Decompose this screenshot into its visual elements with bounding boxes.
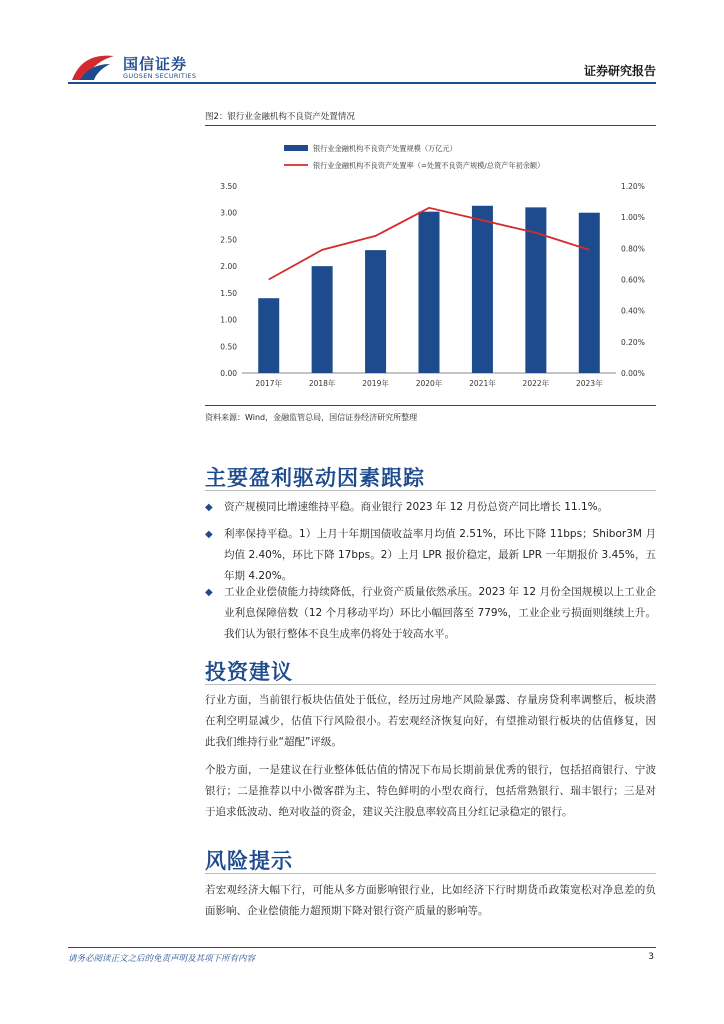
y-left-tick-label: 3.50: [220, 182, 237, 191]
legend-label: 银行业金融机构不良资产处置率（=处置不良资产规模/总资产年初余额）: [313, 161, 545, 170]
section-divider: [205, 490, 656, 491]
bullet-text: 利率保持平稳。1）上月十年期国债收益率月均值 2.51%，环比下降 11bps；Shibor3M 月均值 2.40%，环比下降 17bps。2）上月 LPR 报价稳定，最新 LPR 一年期报价 3.45%，五年期 4.20%。: [224, 528, 656, 582]
bar-npl-disposal-scale: [365, 250, 386, 373]
paragraph: 若宏观经济大幅下行，可能从多方面影响银行业，比如经济下行时期货币政策宽松对净息差的负面影响、企业偿债能力超预期下降对银行资产质量的影响等。: [205, 884, 656, 917]
diamond-bullet-icon: ◆: [205, 587, 213, 598]
legend-label: 银行业金融机构不良资产处置规模（万亿元）: [313, 144, 457, 153]
logo-text-cn: 国信证券: [123, 55, 188, 73]
figure-bottom-rule: [205, 405, 656, 406]
diamond-bullet-icon: ◆: [205, 529, 213, 540]
paragraph: 个股方面，一是建议在行业整体低估值的情况下布局长期前景优秀的银行，包括招商银行、宁波银行；二是推荐以中小微客群为主、特色鲜明的小型农商行，包括常熟银行、瑞丰银行；三是对于追求低波动、绝对收益的资金，建议关注股息率较高且分红记录稳定的银行。: [205, 764, 656, 818]
paragraph: 行业方面，当前银行板块估值处于低位，经历过房地产风险暴露、存量房贷利率调整后，板块潜在利空明显减少，估值下行风险很小。若宏观经济恢复向好，有望推动银行板块的估值修复，因此我们维持行业“超配”评级。: [205, 694, 656, 748]
y-left-tick-label: 2.00: [220, 262, 237, 272]
x-tick-label: 2019年: [362, 379, 389, 388]
npl-disposal-chart: [205, 128, 656, 403]
y-left-tick-label: 0.50: [220, 342, 237, 352]
x-tick-label: 2023年: [575, 379, 603, 388]
bullet-item: [205, 524, 656, 587]
disclaimer-note: 请务必阅读正文之后的免责声明及其项下所有内容: [68, 954, 256, 964]
y-right-tick-label: 0.00%: [621, 369, 645, 378]
figure-top-rule: [205, 125, 656, 126]
header-divider: [68, 82, 656, 84]
logo-text-en: GUOSEN SECURITIES: [123, 72, 197, 80]
y-left-tick-label: 0.00: [220, 369, 237, 378]
guosen-logo-icon: [70, 52, 118, 84]
bullet-text: 工业企业偿债能力持续降低，行业资产质量依然承压。2023 年 12 月份全国规模以上工业企业利息保障倍数（12 个月移动平均）环比小幅回落至 779%，工业企业亏损面则继续上升。我们认为银行整体不良生成率仍将处于较高水平。: [224, 586, 656, 640]
y-right-tick-label: 0.80%: [621, 244, 645, 254]
section-divider: [205, 684, 656, 685]
section-title-profit-drivers: 主要盈利驱动因素跟踪: [205, 466, 425, 490]
section-divider: [205, 873, 656, 874]
section-title-risk-warning: 风险提示: [205, 849, 293, 873]
bar-npl-disposal-scale: [258, 298, 279, 373]
y-right-tick-label: 1.20%: [621, 182, 645, 191]
y-right-tick-label: 0.60%: [621, 275, 645, 285]
y-left-tick-label: 1.00: [220, 315, 237, 325]
report-type-label: 证券研究报告: [583, 64, 656, 78]
bar-npl-disposal-scale: [312, 266, 333, 373]
y-right-tick-label: 0.20%: [621, 337, 645, 347]
legend-swatch-bar: [284, 145, 308, 151]
guosen-logo: [70, 52, 205, 84]
x-tick-label: 2018年: [308, 379, 336, 388]
y-left-tick-label: 3.00: [220, 208, 237, 218]
figure-caption: 图2：银行业金融机构不良资产处置情况: [205, 112, 355, 122]
section-title-investment-advice: 投资建议: [205, 660, 293, 684]
y-right-tick-label: 1.00%: [621, 213, 645, 223]
bar-npl-disposal-scale: [579, 213, 600, 373]
y-left-tick-label: 2.50: [220, 235, 237, 245]
x-tick-label: 2022年: [522, 379, 550, 388]
footer-divider: [68, 947, 656, 948]
x-tick-label: 2021年: [469, 379, 496, 388]
diamond-bullet-icon: ◆: [205, 502, 213, 513]
figure-source: 资料来源：Wind，金融监管总局，国信证券经济研究所整理: [205, 413, 418, 422]
bullet-item: [205, 582, 656, 645]
bullet-text: 资产规模同比增速维持平稳。商业银行 2023 年 12 月份总资产同比增长 11.1%。: [224, 501, 609, 513]
y-left-tick-label: 1.50: [220, 288, 237, 298]
bullet-item: [205, 497, 656, 518]
bar-npl-disposal-scale: [472, 206, 493, 373]
bar-npl-disposal-scale: [419, 212, 440, 373]
page-number: 3: [648, 952, 654, 962]
x-tick-label: 2020年: [415, 379, 443, 388]
y-right-tick-label: 0.40%: [621, 306, 645, 316]
x-tick-label: 2017年: [255, 379, 283, 388]
